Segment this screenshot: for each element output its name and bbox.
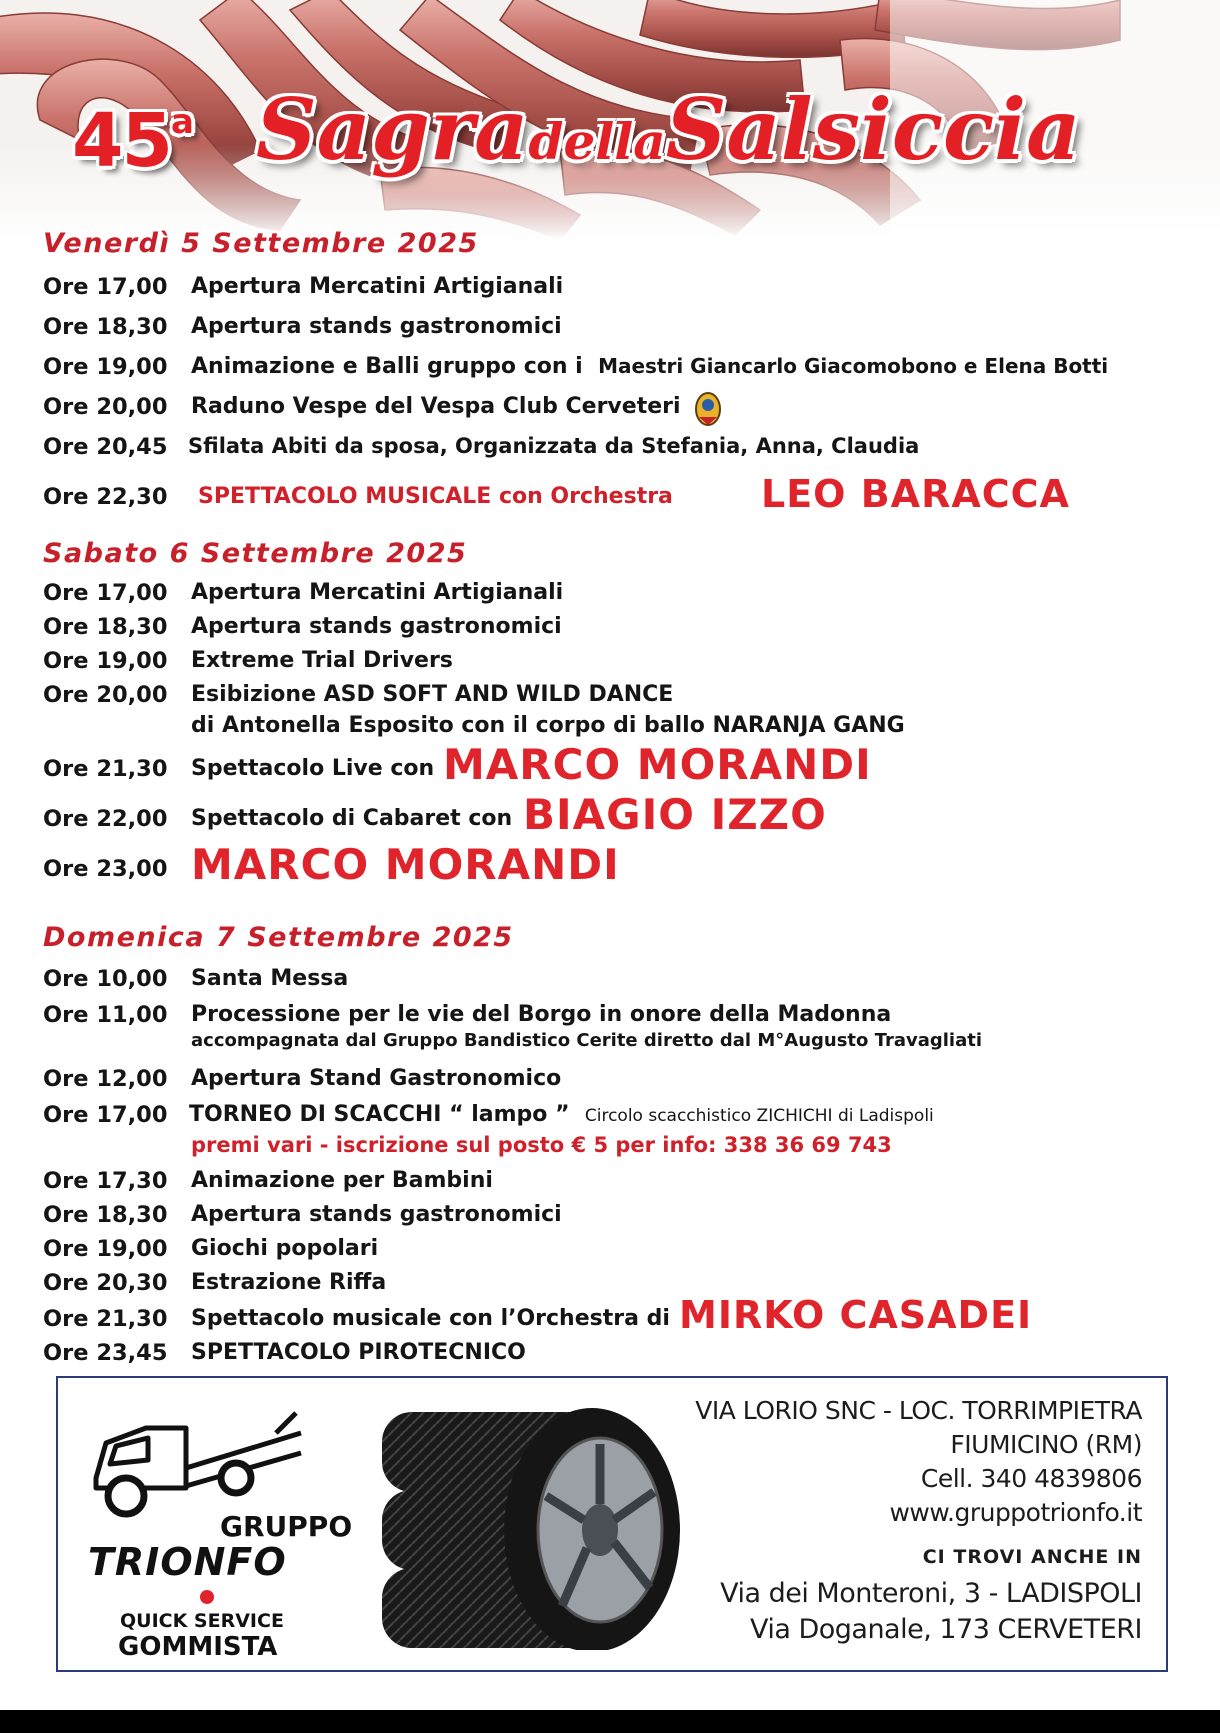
sponsor-branch-ladispoli: Via dei Monteroni, 3 - LADISPOLI xyxy=(720,1578,1142,1609)
day-title: Venerdì 5 Settembre 2025 xyxy=(43,228,479,259)
artist-marco-morandi: MARCO MORANDI xyxy=(191,840,620,889)
artist-biagio-izzo: BIAGIO IZZO xyxy=(523,790,827,839)
sponsor-also-title: CI TROVI ANCHE IN xyxy=(922,1546,1142,1568)
sponsor-phone: Cell. 340 4839806 xyxy=(920,1464,1142,1493)
vespa-club-badge-icon xyxy=(693,390,723,428)
sponsor-address-line1: VIA LORIO SNC - LOC. TORRIMPIETRA xyxy=(695,1396,1142,1425)
artist-leo-baracca: LEO BARACCA xyxy=(761,472,1070,516)
day-title: Domenica 7 Settembre 2025 xyxy=(43,922,514,953)
schedule-subline: premi vari - iscrizione sul posto € 5 per info: 338 36 69 743 xyxy=(191,1133,892,1157)
day-title: Sabato 6 Settembre 2025 xyxy=(43,538,468,569)
logo-gommista: GOMMISTA xyxy=(118,1632,278,1662)
schedule-subline: accompagnata dal Gruppo Bandistico Cerite diretto dal M°Augusto Travagliati xyxy=(191,1030,983,1051)
logo-gruppo: GRUPPO xyxy=(220,1510,353,1543)
sponsor-branch-cerveteri: Via Doganale, 173 CERVETERI xyxy=(749,1614,1142,1645)
event-title: SagradellaSalsiccia xyxy=(256,80,1081,179)
poster: 45$^a$ SagradellaSalsiccia Venerdì 5 Settembre 2025 Ore 17,00 Apertura Mercatini Artigianali Ore 18,30 Apertura stands gastronomici Ore 19,00 Animazione e Balli gruppo con i Maestri Giancarlo Giacomobono e Elena Botti Ore 20,00 Raduno Vespe del Vespa Club Cerveteri Ore 20,45 Sfilata Abiti da sposa, Organizzata da Stefania, Anna, Claudia Ore 22,30 SPETTACOLO MUSICALE con Orchestra LEO BARACCA Sabato 6 Settembre 2025 Ore 17,00 Apertura Mercatini Artigianali Ore 18,30 Apertura stands gastronomici Ore 19,00 Extreme Trial Drivers Ore 20,00 Esibizione ASD SOFT AND WILD DANCE di Antonella Esposito con il corpo di ballo NARANJA GANG Ore 21,30 Spettacolo Live con MARCO MORANDI Ore 22,00 Spettacolo di Cabaret con BIAGIO IZZO Ore 23,00 MARCO MORANDI Domenica 7 Settembre 2025 Ore 10,00 Santa Messa Ore 11,00 Processione per le vie del Borgo in onore della Madonna accompagnata dal Gruppo Bandistico Cerite diretto dal M°Augusto Travagliati Ore 12,00 Apertura Stand Gastronomico Ore 17,00 TORNEO DI SCACCHI “ lampo ” Circolo scacchistico ZICHICHI di Ladispoli premi vari - iscrizione sul posto € 5 per info: 338 36 69 743 Ore 17,30 Animazione per Bambini Ore 18,30 Apertura stands gastronomici Ore 19,00 Giochi popolari Ore 20,30 Estrazione Riffa Ore 21,30 Spettacolo musicale con l’Orchestra di MIRKO CASADEI Ore 23,45 SPETTACOLO PIROTECNICO GRUPPO TRIONFO QUICK SERVICE GOMMISTA VIA LORIO SNC - LOC. TORRIMPIETRA FIUMICINO (RM) Cell. 340 4839806 www.gruppotrionfo.it CI TROVI ANCHE IN Via dei Monteroni, 3 - LADISPOLI Via Doganale, 173 CERVETERI xyxy=(0,0,1220,1710)
sponsor-address-line2: FIUMICINO (RM) xyxy=(950,1430,1142,1459)
logo-dot xyxy=(200,1590,214,1604)
edition-number: 45$^a$ xyxy=(72,98,192,184)
header xyxy=(0,0,1220,240)
sponsor-website[interactable]: www.gruppotrionfo.it xyxy=(889,1498,1142,1527)
schedule-subline: di Antonella Esposito con il corpo di ballo NARANJA GANG xyxy=(191,713,905,738)
sponsor-box xyxy=(56,1376,1168,1672)
artist-marco-morandi: MARCO MORANDI xyxy=(443,740,872,789)
logo-quick-service: QUICK SERVICE xyxy=(120,1610,284,1632)
artist-mirko-casadei: MIRKO CASADEI xyxy=(679,1293,1033,1337)
logo-trionfo: TRIONFO xyxy=(88,1540,287,1584)
tires-icon xyxy=(382,1400,682,1650)
